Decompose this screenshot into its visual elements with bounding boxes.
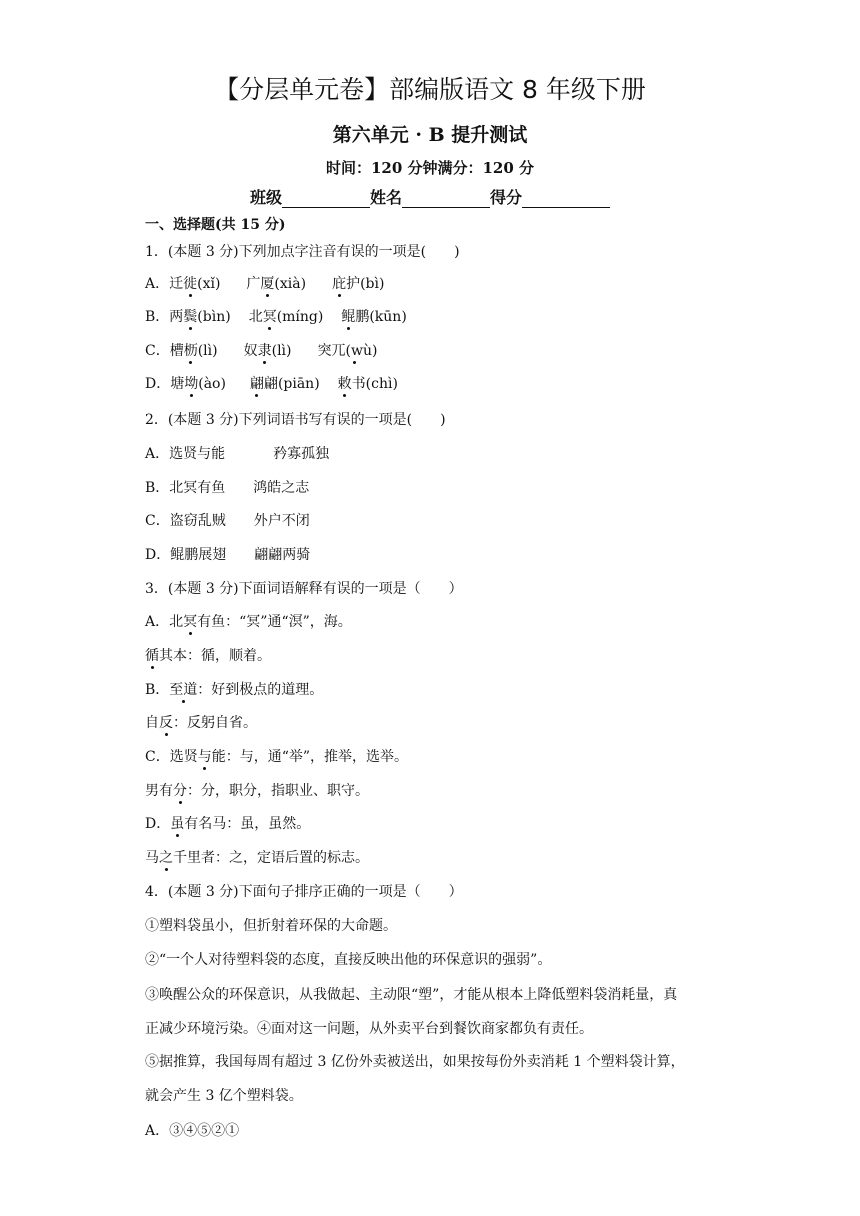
q2-option-c: C．盗窃乱贼 外户不闭 xyxy=(145,513,310,529)
q3-stem: 3．(本题 3 分)下面词语解释有误的一项是（ ） xyxy=(145,581,463,597)
q3-option-b-1: B．至道：好到极点的道理。 xyxy=(145,682,324,698)
score-label: 得分 xyxy=(490,188,523,207)
q3-option-b-2: 自反：反躬自省。 xyxy=(145,715,257,731)
info-line xyxy=(0,185,860,208)
q3-option-c-1: C．选贤与能：与，通“举”，推举，选举。 xyxy=(145,749,409,765)
q1-option-c: C．槽枥(lì) 奴隶(lì) 突兀(wù) xyxy=(145,343,378,359)
q4-stem: 4．(本题 3 分)下面句子排序正确的一项是（ ） xyxy=(145,884,463,900)
name-label: 姓名 xyxy=(369,188,402,207)
q4-sentence-5: ⑤据推算，我国每周有超过 3 亿份外卖被送出，如果按每份外卖消耗 1 个塑料袋计算， xyxy=(145,1054,685,1070)
q4-sentence-3-cont: 正减少环境污染。④面对这一问题，从外卖平台到餐饮商家都负有责任。 xyxy=(145,1021,593,1037)
section-heading: 一、选择题(共 15 分) xyxy=(145,217,286,233)
time-info: 时间：120 分钟满分：120 分 xyxy=(325,159,535,177)
q1-stem: 1．(本题 3 分)下列加点字注音有误的一项是( ) xyxy=(145,244,460,260)
class-label: 班级 xyxy=(249,188,282,207)
q3-option-d-2: 马之千里者：之，定语后置的标志。 xyxy=(145,850,369,866)
q2-stem: 2．(本题 3 分)下列词语书写有误的一项是( ) xyxy=(145,412,446,428)
page-title: 【分层单元卷】部编版语文 8 年级下册 xyxy=(214,75,646,104)
q2-option-a: A．选贤与能 矜寡孤独 xyxy=(145,446,330,462)
q4-sentence-2: ②“一个人对待塑料袋的态度，直接反映出他的环保意识的强弱”。 xyxy=(145,952,552,968)
name-blank[interactable] xyxy=(402,191,490,208)
class-blank[interactable] xyxy=(282,191,370,208)
q3-option-a-2: 循其本：循，顺着。 xyxy=(145,648,271,664)
score-blank[interactable] xyxy=(522,191,610,208)
q4-sentence-1: ①塑料袋虽小，但折射着环保的大命题。 xyxy=(145,918,397,934)
q3-option-c-2: 男有分：分，职分，指职业、职守。 xyxy=(145,783,369,799)
q2-option-d: D．鲲鹏展翅 翩翩两骑 xyxy=(145,547,311,563)
q4-sentence-5-cont: 就会产生 3 亿个塑料袋。 xyxy=(145,1088,303,1104)
q4-sentence-3: ③唤醒公众的环保意识，从我做起、主动限“塑”，才能从根本上降低塑料袋消耗量，真 xyxy=(145,987,678,1003)
q2-option-b: B．北冥有鱼 鸿皓之志 xyxy=(145,480,310,496)
q1-option-a: A．迁徙(xǐ) 广厦(xià) 庇护(bì) xyxy=(145,276,385,292)
q4-option-a: A．③④⑤②① xyxy=(145,1123,240,1139)
q3-option-a-1: A．北冥有鱼：“冥”通“溟”，海。 xyxy=(145,614,352,630)
q1-option-b: B．两鬓(bìn) 北冥(míng) 鲲鹏(kūn) xyxy=(145,309,407,325)
q1-option-d: D．塘坳(ào) 翩翩(piān) 敕书(chì) xyxy=(145,376,398,392)
page-subtitle: 第六单元 · B 提升测试 xyxy=(332,124,528,146)
q3-option-d-1: D．虽有名马：虽，虽然。 xyxy=(145,816,311,832)
